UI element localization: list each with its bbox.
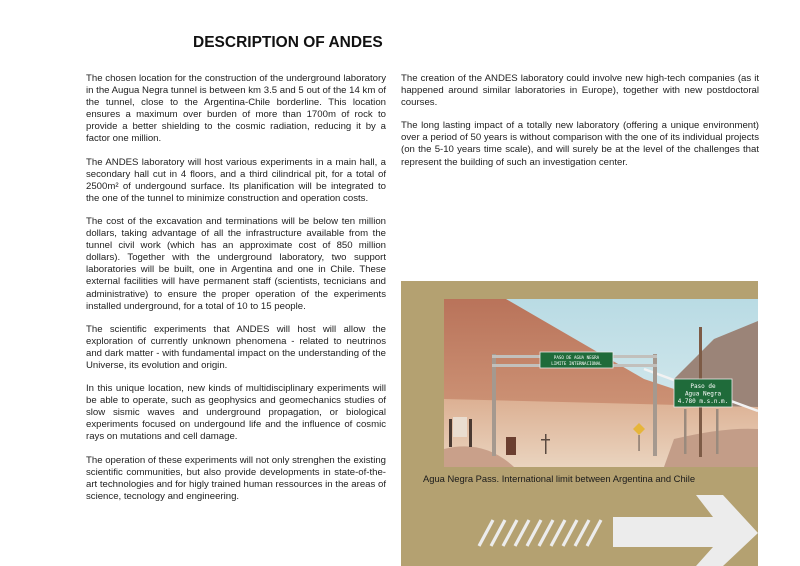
paragraph-halls: The ANDES laboratory will host various experiments in a main hall, a secondary hall cut in 4 floors, and a third cilindrical pit, for a total of 2500m² of undergound surface. Its planification will be integrated to the one of the tunnel to minimize construction and operation costs. (86, 156, 386, 204)
side-sign-line3: 4.780 m.s.n.m. (677, 398, 729, 405)
paragraph-location: The chosen location for the construction of the underground laboratory in the Augua Negra tunnel is between km 3.5 and 5 out of the 14 km of the tunnel, close to the Argentina-Chile borderline. This location ensures a maximum over burden of more than 1700m of rock to provide a better shielding to the cosmic radiation, reducing it by a factor one million. (86, 73, 386, 145)
paragraph-operation: The operation of these experiments will not only strenghen the existing scientific communities, but also provide developments in state-of-the-art technologies and for higly trained human ressources in the areas of science, tecnology and engineering. (86, 454, 386, 502)
agua-negra-pass-photo (444, 299, 758, 467)
side-sign-line1: Paso de (690, 383, 716, 390)
hatch-stripes-icon (477, 518, 617, 548)
right-arrow-icon (613, 495, 758, 566)
paragraph-experiments: The scientific experiments that ANDES will host will allow the exploration of currently unknown phenomena - related to neutrinos and dark matter - with fundamental impact on the understanding of the Universe, its evolution and origin. (86, 323, 386, 371)
paragraph-impact: The long lasting impact of a totally new laboratory (offering a unique environment) over a period of 50 years is without comparison with the one of its individual projects (on the 5-10 years time scale), and will surely be at the level of the challenges that represent the building of such an investigation center. (401, 120, 759, 168)
paragraph-multidisciplinary: In this unique location, new kinds of multidisciplinary experiments will be able to operate, such as geophysics and geomechanics studies of slow sismic waves and underground propagation, or biological experiments focused on undergound life and the influence of cosmic rays on mutations and cell damage. (86, 383, 386, 443)
side-sign-line2: Agua Negra (684, 390, 722, 398)
overhead-sign-line1: PASO DE AGUA NEGRA (553, 355, 600, 360)
page-title: DESCRIPTION OF ANDES (193, 34, 383, 51)
figure-caption: Agua Negra Pass. International limit between Argentina and Chile (423, 473, 696, 484)
right-text-column (401, 73, 759, 180)
overhead-sign-line2: LIMITE INTERNACIONAL (551, 361, 602, 366)
left-text-column (86, 73, 386, 514)
figure-panel (401, 281, 758, 566)
paragraph-companies: The creation of the ANDES laboratory could involve new high-tech companies (as it happened around similar laboratories in Europe), together with new postdoctoral courses. (401, 73, 759, 109)
paragraph-cost: The cost of the excavation and terminations will be below ten million dollars, taking advantage of all the infrastructure available from the tunnel civil work (which has an approximate cost of 850 million dollars). Together with the underground laboratory, two support laboratories will be built, one in Argentina and one in Chile. These external facilities will have permanent staff (scientists, tecnicians and administrative) to ensure the proper operation of the experiments installed underground, for a total of 10 to 15 people. (86, 215, 386, 312)
